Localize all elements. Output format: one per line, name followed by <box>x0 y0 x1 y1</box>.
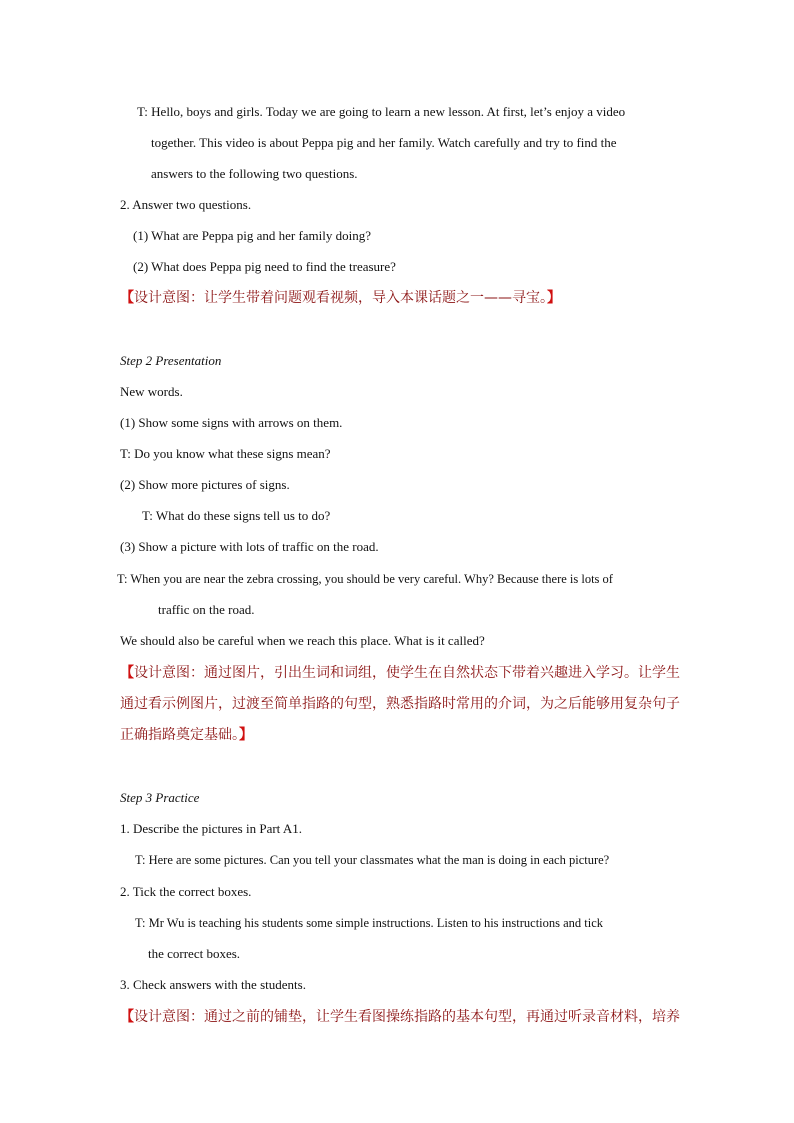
step2-heading: Step 2 Presentation <box>120 353 222 368</box>
answer-heading: 2. Answer two questions. <box>120 197 252 212</box>
bracket-open: 【 <box>120 665 134 681</box>
intro-line-2: together. This video is about Peppa pig and her family. Watch carefully and try to find the <box>151 135 617 150</box>
step2-teacher-2: T: What do these signs tell us to do? <box>142 508 331 523</box>
step3-item-2: 2. Tick the correct boxes. <box>120 884 252 899</box>
step3-teacher-1: T: Here are some pictures. Can you tell your classmates what the man is doing in each picture? <box>135 853 610 867</box>
step3-item-1: 1. Describe the pictures in Part A1. <box>120 821 302 836</box>
design-intent-step2 <box>120 658 680 751</box>
step3-teacher-2b: the correct boxes. <box>148 946 241 961</box>
bracket-open: 【 <box>120 1009 134 1025</box>
step2-teacher-3b: traffic on the road. <box>158 602 255 617</box>
step2-item-2: (2) Show more pictures of signs. <box>120 477 290 492</box>
intent-text: 设计意图：通过图片，引出生词和词组，使学生在自然状态下带着兴趣进入学习。让学生通过看示例图片，过渡至简单指路的句型，熟悉指路时常用的介词，为之后能够用复杂句子正确指路奠定基础。 <box>120 665 680 743</box>
step3-heading: Step 3 Practice <box>120 790 200 805</box>
bracket-close: 】 <box>547 290 561 306</box>
design-intent-intro <box>120 283 680 314</box>
step2-teacher-3a: T: When you are near the zebra crossing, you should be very careful. Why? Because there is lots of <box>117 572 613 586</box>
question-2: (2) What does Peppa pig need to find the treasure? <box>133 259 396 274</box>
new-words: New words. <box>120 384 183 399</box>
bracket-open: 【 <box>120 290 134 306</box>
intent-text: 设计意图：让学生带着问题观看视频，导入本课话题之一——寻宝。 <box>134 290 547 306</box>
step2-item-1: (1) Show some signs with arrows on them. <box>120 415 343 430</box>
bracket-close: 】 <box>239 727 253 743</box>
step3-teacher-2a: T: Mr Wu is teaching his students some simple instructions. Listen to his instructions and tick <box>135 916 604 930</box>
step2-item-3: (3) Show a picture with lots of traffic on the road. <box>120 539 379 554</box>
step3-item-3: 3. Check answers with the students. <box>120 977 306 992</box>
question-1: (1) What are Peppa pig and her family doing? <box>133 228 372 243</box>
step2-teacher-1: T: Do you know what these signs mean? <box>120 446 331 461</box>
intent-text: 设计意图：通过之前的铺垫，让学生看图操练指路的基本句型，再通过听录音材料，培养 <box>134 1009 680 1025</box>
intro-line-1: T: Hello, boys and girls. Today we are going to learn a new lesson. At first, let’s enjoy a video <box>137 104 626 119</box>
design-intent-step3 <box>120 1002 680 1033</box>
careful-question: We should also be careful when we reach this place. What is it called? <box>120 633 485 648</box>
intro-line-3: answers to the following two questions. <box>151 166 358 181</box>
